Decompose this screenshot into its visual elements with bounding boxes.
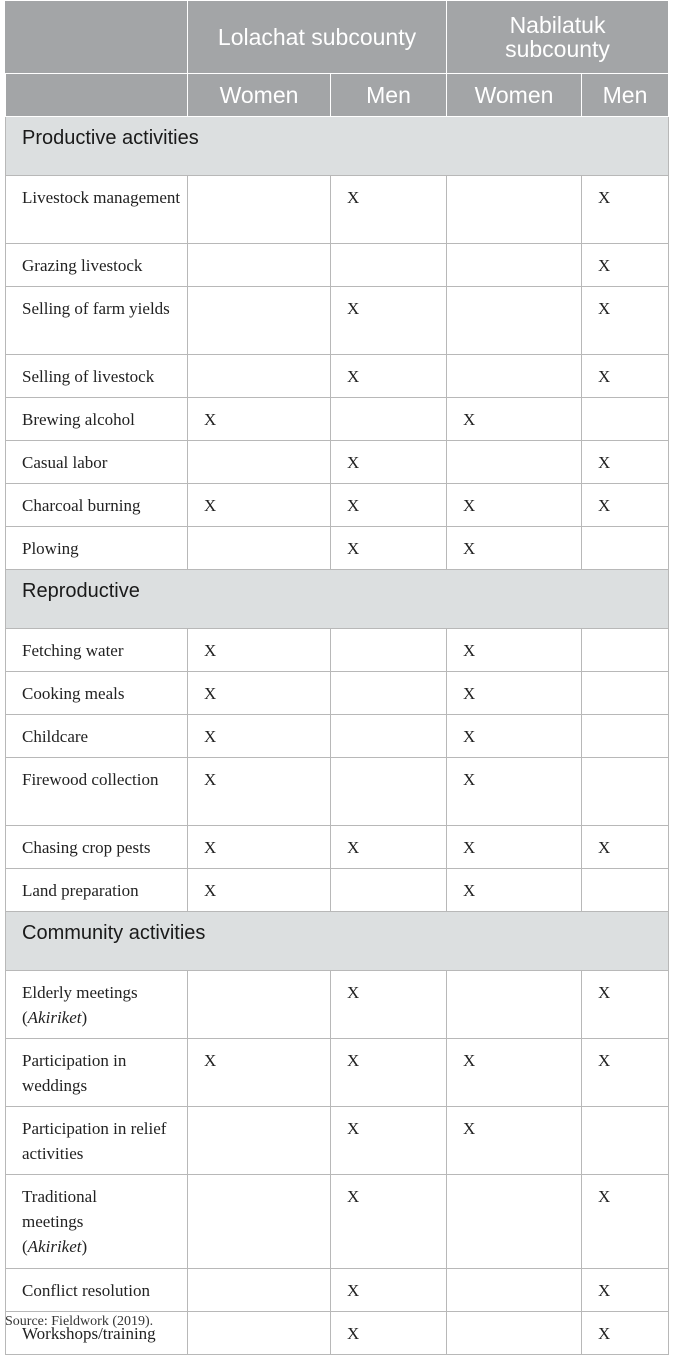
mark-cell [188, 287, 331, 355]
mark-cell [188, 1175, 331, 1269]
mark-cell: X [188, 715, 331, 758]
mark-cell [447, 441, 582, 484]
mark-cell: X [582, 287, 669, 355]
header-col-women-lolachat: Women [188, 74, 331, 117]
mark-cell: X [188, 758, 331, 826]
mark-cell [582, 629, 669, 672]
mark-cell [582, 758, 669, 826]
mark-cell: X [188, 629, 331, 672]
table-row [6, 715, 669, 758]
table-header [6, 1, 669, 117]
mark-cell [188, 355, 331, 398]
mark-cell [188, 176, 331, 244]
header-blank-cell [6, 74, 188, 117]
activity-cell [6, 672, 188, 715]
activity-name: Participation in weddings [22, 1051, 127, 1095]
header-col-women-nabilatuk: Women [447, 74, 582, 117]
mark-cell [188, 971, 331, 1039]
activity-name: Brewing alcohol [22, 410, 135, 429]
activity-name: Elderly meetings [22, 983, 138, 1002]
activity-cell [6, 629, 188, 672]
section-title: Reproductive [6, 570, 669, 629]
mark-cell: X [582, 1269, 669, 1312]
section-title: Productive activities [6, 117, 669, 176]
mark-cell [188, 244, 331, 287]
mark-cell [582, 672, 669, 715]
table-row [6, 1269, 669, 1312]
mark-cell: X [331, 527, 447, 570]
mark-cell [331, 715, 447, 758]
activity-cell [6, 1039, 188, 1107]
activity-name: Participation in relief activities [22, 1119, 167, 1163]
mark-cell [188, 1269, 331, 1312]
activity-name: Selling of farm yields [22, 299, 170, 318]
activity-name: Chasing crop pests [22, 838, 151, 857]
activity-cell [6, 441, 188, 484]
mark-cell [447, 971, 582, 1039]
mark-cell: X [582, 1312, 669, 1355]
table-row [6, 758, 669, 826]
activity-name: Cooking meals [22, 684, 125, 703]
mark-cell: X [331, 1039, 447, 1107]
mark-cell: X [582, 176, 669, 244]
activity-name: Land preparation [22, 881, 139, 900]
mark-cell [447, 1312, 582, 1355]
mark-cell: X [582, 1175, 669, 1269]
section-row [6, 117, 669, 176]
mark-cell: X [188, 826, 331, 869]
activity-name: Selling of livestock [22, 367, 155, 386]
mark-cell [582, 398, 669, 441]
mark-cell: X [447, 758, 582, 826]
mark-cell: X [447, 1039, 582, 1107]
activity-note: Akiriket [27, 1008, 82, 1027]
mark-cell: X [582, 484, 669, 527]
activity-cell [6, 758, 188, 826]
mark-cell: X [188, 1039, 331, 1107]
table-row [6, 629, 669, 672]
table-row [6, 355, 669, 398]
mark-cell [331, 398, 447, 441]
mark-cell: X [331, 1269, 447, 1312]
mark-cell: X [582, 826, 669, 869]
activity-note: Akiriket [27, 1237, 82, 1256]
mark-cell [188, 1107, 331, 1175]
mark-cell: X [447, 869, 582, 912]
table-row [6, 484, 669, 527]
table-row [6, 826, 669, 869]
mark-cell: X [188, 869, 331, 912]
header-group-lolachat: Lolachat subcounty [188, 1, 447, 74]
mark-cell: X [447, 715, 582, 758]
activity-cell [6, 527, 188, 570]
mark-cell [447, 176, 582, 244]
header-blank-cell [6, 1, 188, 74]
activity-cell [6, 1269, 188, 1312]
activity-cell [6, 244, 188, 287]
mark-cell: X [582, 244, 669, 287]
mark-cell: X [582, 355, 669, 398]
mark-cell: X [447, 629, 582, 672]
table-row [6, 527, 669, 570]
table-row [6, 398, 669, 441]
mark-cell [188, 1312, 331, 1355]
mark-cell [447, 287, 582, 355]
table-row [6, 869, 669, 912]
mark-cell [582, 527, 669, 570]
mark-cell [447, 1269, 582, 1312]
mark-cell: X [331, 484, 447, 527]
table-row [6, 1175, 669, 1269]
mark-cell [331, 244, 447, 287]
mark-cell [188, 527, 331, 570]
mark-cell: X [447, 398, 582, 441]
mark-cell: X [331, 1107, 447, 1175]
activity-cell [6, 287, 188, 355]
activity-name: Charcoal burning [22, 496, 141, 515]
mark-cell [447, 1175, 582, 1269]
mark-cell: X [582, 441, 669, 484]
mark-cell [582, 715, 669, 758]
activity-profile-table [5, 0, 669, 1355]
table-row [6, 1107, 669, 1175]
activity-cell [6, 826, 188, 869]
mark-cell: X [331, 971, 447, 1039]
table-row [6, 971, 669, 1039]
mark-cell: X [447, 1107, 582, 1175]
mark-cell: X [331, 1175, 447, 1269]
mark-cell: X [188, 672, 331, 715]
section-row [6, 570, 669, 629]
activity-cell [6, 355, 188, 398]
mark-cell [331, 869, 447, 912]
mark-cell [331, 758, 447, 826]
mark-cell: X [331, 826, 447, 869]
mark-cell: X [331, 1312, 447, 1355]
activity-name: Livestock management [22, 188, 181, 207]
mark-cell [447, 244, 582, 287]
mark-cell: X [582, 971, 669, 1039]
activity-name: Firewood collection [22, 770, 159, 789]
table-row [6, 176, 669, 244]
mark-cell: X [447, 527, 582, 570]
mark-cell: X [447, 826, 582, 869]
table-row [6, 1039, 669, 1107]
mark-cell: X [188, 484, 331, 527]
mark-cell: X [331, 176, 447, 244]
mark-cell: X [331, 441, 447, 484]
activity-cell [6, 484, 188, 527]
mark-cell: X [188, 398, 331, 441]
mark-cell: X [447, 484, 582, 527]
mark-cell: X [447, 672, 582, 715]
table-row [6, 244, 669, 287]
mark-cell [582, 869, 669, 912]
activity-name: Fetching water [22, 641, 124, 660]
activity-cell [6, 869, 188, 912]
activity-cell: Traditional meetings (Akiriket) [6, 1175, 188, 1269]
header-group-nabilatuk [447, 1, 669, 74]
mark-cell: X [331, 287, 447, 355]
table-row [6, 287, 669, 355]
activity-name: Conflict resolution [22, 1281, 150, 1300]
activity-cell [6, 398, 188, 441]
activity-name: Childcare [22, 727, 89, 746]
mark-cell: X [331, 355, 447, 398]
header-col-men-nabilatuk: Men [582, 74, 669, 117]
mark-cell [331, 672, 447, 715]
activity-cell [6, 1107, 188, 1175]
activity-name: Traditional meetings [22, 1187, 97, 1231]
activity-name: Plowing [22, 539, 79, 558]
activity-name: Grazing livestock [22, 256, 143, 275]
mark-cell: X [582, 1039, 669, 1107]
activity-cell: Elderly meetings (Akiriket) [6, 971, 188, 1039]
activity-cell [6, 715, 188, 758]
section-title: Community activities [6, 912, 669, 971]
table-row [6, 672, 669, 715]
header-col-men-lolachat: Men [331, 74, 447, 117]
mark-cell [582, 1107, 669, 1175]
table-row [6, 441, 669, 484]
mark-cell [331, 629, 447, 672]
activity-cell [6, 176, 188, 244]
section-row [6, 912, 669, 971]
mark-cell [447, 355, 582, 398]
header-group-nabilatuk-label: Nabilatuk subcounty [505, 12, 610, 62]
table-body [6, 117, 669, 1355]
source-note: Source: Fieldwork (2019). [5, 1314, 154, 1329]
activity-name: Casual labor [22, 453, 108, 472]
mark-cell [188, 441, 331, 484]
activity-name: Workshops/training [22, 1324, 156, 1343]
